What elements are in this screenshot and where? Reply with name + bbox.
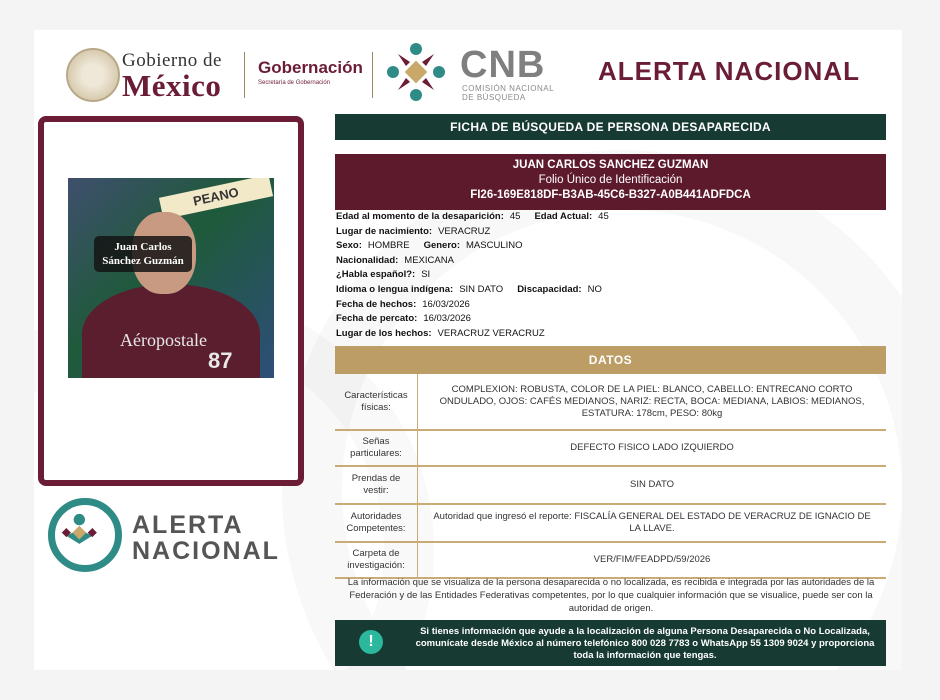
info-row-nacionalidad — [336, 254, 884, 269]
info-row-fecha-percato — [336, 312, 884, 327]
datos-title-bar: DATOS — [335, 346, 886, 374]
discapacidad-label: Discapacidad: — [517, 283, 582, 295]
datos-key: Señas particulares: — [335, 430, 418, 466]
sexo-value: HOMBRE — [367, 240, 410, 252]
nacionalidad-value: MEXICANA — [404, 254, 454, 266]
fecha-percato-label: Fecha de percato: — [336, 313, 418, 325]
person-photo — [68, 178, 274, 378]
table-row — [335, 430, 886, 466]
folio-value: FI26-169E818DF-B3AB-45C6-B327-A0B441ADFDCA — [470, 189, 751, 201]
info-row-habla — [336, 268, 884, 283]
habla-espanol-value: SI — [421, 269, 431, 281]
datos-table — [335, 374, 886, 579]
lugar-hechos-value: VERACRUZ VERACRUZ — [437, 327, 545, 339]
table-row — [335, 504, 886, 542]
cnb-subtitle-line1: COMISIÓN NACIONAL — [462, 84, 555, 93]
alert-card — [34, 30, 902, 670]
edad-actual-value: 45 — [598, 211, 609, 222]
info-row-lugar-nac — [336, 225, 884, 240]
nacionalidad-label: Nacionalidad: — [336, 254, 399, 266]
lugar-nacimiento-label: Lugar de nacimiento: — [336, 225, 433, 237]
folio-label: Folio Único de Identificación — [538, 174, 683, 186]
info-row-idioma — [336, 283, 884, 298]
idioma-label: Idioma o lengua indígena: — [336, 283, 454, 295]
fecha-hechos-label: Fecha de hechos: — [336, 298, 417, 310]
datos-key: Autoridades Competentes: — [335, 504, 418, 542]
alerta-nacional-logo-icon — [48, 498, 122, 572]
cnb-subtitle — [462, 84, 554, 102]
photo-background-banner: PEANO — [159, 178, 273, 219]
fecha-hechos-value: 16/03/2026 — [422, 298, 470, 310]
gobierno-de-label: Gobierno de — [122, 50, 222, 71]
cnb-subtitle-line2: DE BÚSQUEDA — [462, 93, 526, 102]
datos-key: Prendas de vestir: — [335, 466, 418, 504]
gobernacion-label: Gobernación — [258, 58, 363, 77]
cnb-wordmark: CNB — [460, 44, 546, 86]
shirt-brand-text: Aéropostale — [120, 330, 207, 350]
datos-value: COMPLEXION: ROBUSTA, COLOR DE LA PIEL: BLANCO, CABELLO: ENTRECANO CORTO ONDULADO, OJOS: CAFÉS MEDIANOS, NARIZ: RECTA, BOCA: MEDIANA, LABIOS: MEDIANOS, ESTATURA: 178cm, PESO: 80kg — [418, 374, 887, 430]
exclamation-icon: ! — [359, 630, 383, 654]
edad-actual-label: Edad Actual: — [534, 211, 593, 222]
datos-value: DEFECTO FISICO LADO IZQUIERDO — [418, 430, 887, 466]
alerta-nacional-title: ALERTA NACIONAL — [598, 56, 860, 86]
shirt-number-text: 87 — [208, 348, 233, 373]
datos-key: Carpeta de investigación: — [335, 542, 418, 578]
header — [34, 30, 902, 112]
header-divider — [372, 52, 373, 98]
table-row — [335, 466, 886, 504]
table-row — [335, 374, 886, 430]
gobernacion-sublabel: Secretaría de Gobernación — [258, 80, 331, 86]
cnb-logo-icon — [384, 40, 448, 104]
person-name-box — [335, 154, 886, 210]
datos-value: SIN DATO — [418, 466, 887, 504]
info-row-edad — [336, 210, 884, 225]
table-row — [335, 542, 886, 578]
header-divider — [244, 52, 245, 98]
genero-value: MASCULINO — [466, 240, 523, 252]
photo-frame — [38, 116, 304, 486]
ficha-title-bar: FICHA DE BÚSQUEDA DE PERSONA DESAPARECIDA — [335, 114, 886, 140]
mexico-seal-icon — [66, 48, 120, 102]
edad-desaparicion-label: Edad al momento de la desaparición: — [336, 211, 504, 222]
genero-label: Genero: — [423, 240, 461, 252]
photo-name-tag: Juan Carlos Sánchez Guzmán — [94, 236, 192, 272]
logo-line2: NACIONAL — [132, 537, 280, 565]
habla-espanol-label: ¿Habla español?: — [336, 269, 416, 281]
datos-value: VER/FIM/FEADPD/59/2026 — [418, 542, 887, 578]
mexico-label: México — [122, 68, 222, 103]
info-row-fecha-hechos — [336, 298, 884, 313]
lugar-nacimiento-value: VERACRUZ — [438, 225, 491, 237]
sexo-label: Sexo: — [336, 240, 362, 252]
edad-desaparicion-value: 45 — [509, 211, 521, 222]
datos-key: Características físicas: — [335, 374, 418, 430]
info-row-lugar-hechos — [336, 327, 884, 342]
info-row-sexo — [336, 239, 884, 254]
idioma-value: SIN DATO — [459, 283, 504, 295]
disclaimer-text: La información que se visualiza de la persona desaparecida o no localizada, es recibida e integrada por las autoridades de la Federación y de las Entidades Federativas competentes, por lo que cualquier información que se visualice, puede ser con la autoridad de origen. — [347, 577, 875, 614]
alerta-nacional-logo-text — [132, 512, 280, 564]
discapacidad-value: NO — [587, 283, 602, 295]
footer-bar — [335, 620, 886, 666]
lugar-hechos-label: Lugar de los hechos: — [336, 327, 432, 339]
person-name: JUAN CARLOS SANCHEZ GUZMAN — [512, 159, 709, 171]
logo-line1: ALERTA — [132, 511, 244, 539]
fecha-percato-value: 16/03/2026 — [423, 313, 471, 325]
footer-contact-text: Si tienes información que ayude a la localización de alguna Persona Desaparecida o No Localizada, comunícate desde México al número telefónico 800 028 7783 o WhatsApp 55 1309 9024 y proporciona toda la información que tengas. — [415, 626, 875, 661]
person-info — [336, 210, 884, 341]
datos-value: Autoridad que ingresó el reporte: FISCALÍA GENERAL DEL ESTADO DE VERACRUZ DE IGNACIO DE LA LLAVE. — [418, 504, 887, 542]
